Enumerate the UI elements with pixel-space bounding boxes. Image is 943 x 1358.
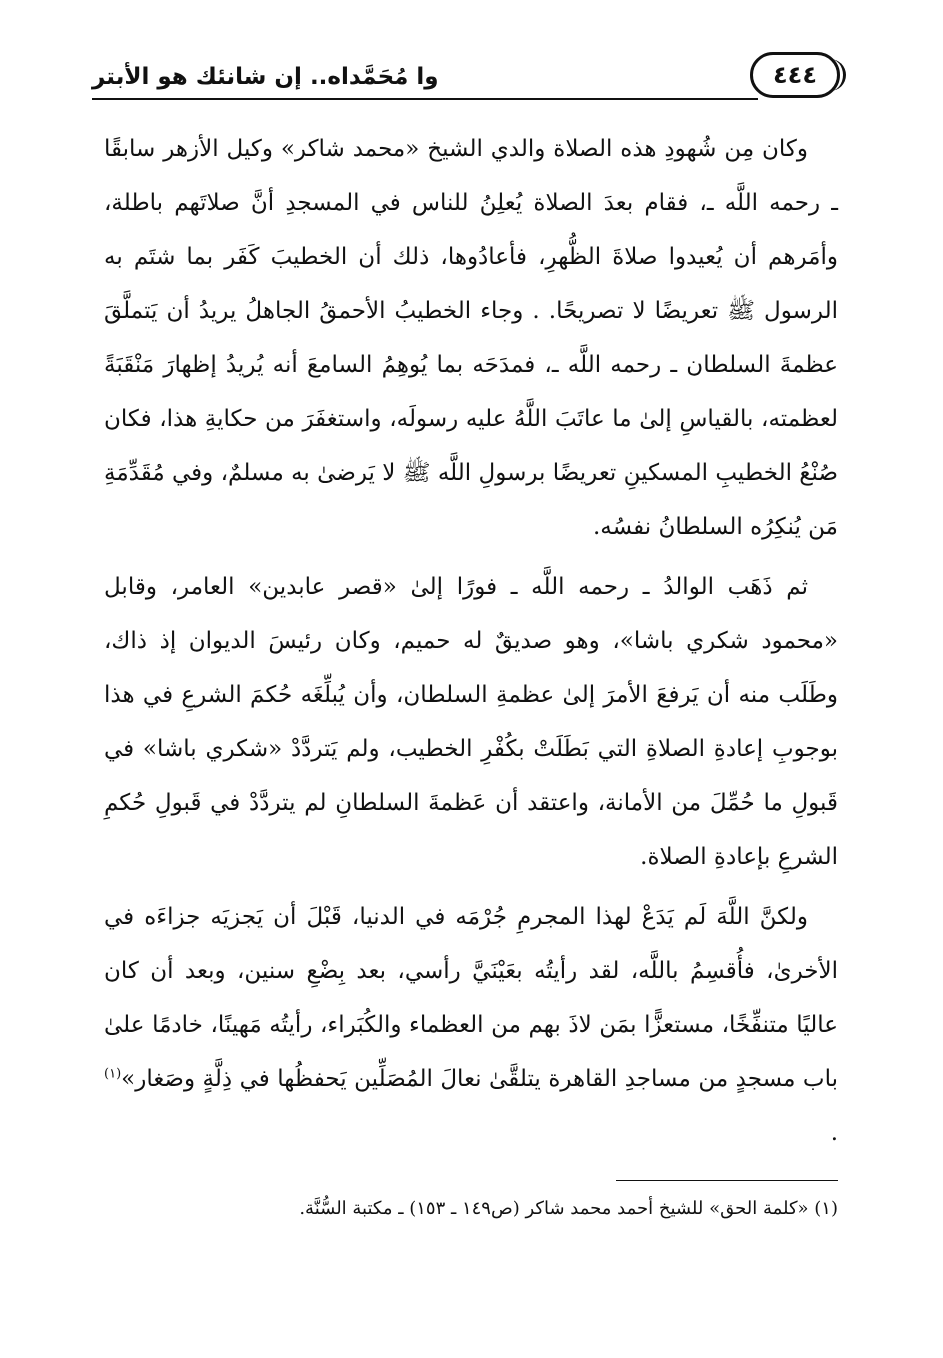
paragraph-2-text: ثم ذَهَب الوالدُ ـ رحمه اللَّه ـ فورًا إلىٰ «قصر عابدين» العامر، وقابل «محمود شكري باشا»، وهو صديقٌ له حميم، وكان رئيسَ الديوان إذ ذاك، وطَلَب منه أن يَرفعَ الأمرَ إلىٰ عظمةِ السلطان، وأن يُبلِّغَه حُكمَ الشرعِ في هذا بوجوبِ إعادةِ الصلاةِ التي بَطَلَتْ بكُفْرِ الخطيب، ولم يَتردَّدْ «شكري باشا» في قَبولِ ما حُمِّلَ من الأمانة، واعتقد أن عَظمةَ السلطانِ لم يتردَّدْ في قَبولِ حُكمِ الشرعِ بإعادةِ الصلاة.: [104, 574, 838, 870]
footnote: (١) «كلمة الحق» للشيخ أحمد محمد شاكر (ص١٤٩ ـ ١٥٣) ـ مكتبة السُّنَّة.: [299, 1198, 838, 1219]
running-header-title: وا مُحَمَّداه.. إن شانئك هو الأبتر: [92, 64, 439, 90]
page-number: ٤٤٤: [750, 52, 840, 98]
paragraph-2: [104, 560, 838, 884]
footnote-reference: (١): [104, 1066, 122, 1082]
running-header: [92, 50, 840, 106]
paragraph-3-text: ولكنَّ اللَّهَ لَم يَدَعْ لهذا المجرمِ جُرْمَه في الدنيا، قَبْلَ أن يَجزيَه جزاءَه في الأخرىٰ، فأُقسِمُ باللَّه، لقد رأيتُه بعَيْنَيَّ رأسي، بعد بِضْعِ سنين، وبعد أن كان عاليًا متنفِّخًا، مستعزًّا بمَن لاذَ بهم من العظماء والكُبَراء، رأيتُه مَهينًا، خادمًا علىٰ باب مسجدٍ من مساجدِ القاهرة يتلقَّىٰ نعالَ المُصَلِّين يَحفظُها في ذِلَّةٍ وصَغار»: [104, 904, 838, 1092]
paragraph-1-text: وكان مِن شُهودِ هذه الصلاة والدي الشيخ «محمد شاكر» وكيل الأزهر سابقًا ـ رحمه اللَّه ـ، فقام بعدَ الصلاة يُعلِنُ للناس في المسجدِ أنَّ صلاتَهم باطلة، وأمَرهم أن يُعيدوا صلاةَ الظُّهرِ، فأعادُوها، ذلك أن الخطيبَ كَفَر بما شتَم به الرسول ﷺ تعريضًا لا تصريحًا. . وجاء الخطيبُ الأحمقُ الجاهلُ يريدُ أن يَتملَّقَ عظمةَ السلطان ـ رحمه اللَّه ـ، فمدَحَه بما يُوهِمُ السامعَ أنه يُريدُ إظهارَ مَنْقَبَةً لعظمته، بالقياسِ إلىٰ ما عاتَبَ اللَّهُ عليه رسولَه، واستغفَرَ من حكايةِ هذا، فكان صُنْعُ الخطيبِ المسكينِ تعريضًا برسولِ اللَّه ﷺ لا يَرضىٰ به مسلمٌ، وفي مُقَدِّمَةِ مَن يُنكِرُه السلطانُ نفسُه.: [104, 136, 838, 540]
footnote-divider: [616, 1180, 838, 1181]
paragraph-3: ولكنَّ اللَّهَ لَم يَدَعْ لهذا المجرمِ جُرْمَه في الدنيا، قَبْلَ أن يَجزيَه جزاءَه في الأخرىٰ، فأُقسِمُ باللَّه، لقد رأيتُه بعَيْنَيَّ رأسي، بعد بِضْعِ سنين، وبعد أن كان عاليًا متنفِّخًا، مستعزًّا بمَن لاذَ بهم من العظماء والكُبَراء، رأيتُه مَهينًا، خادمًا علىٰ باب مسجدٍ من مساجدِ القاهرة يتلقَّىٰ نعالَ المُصَلِّين يَحفظُها في ذِلَّةٍ وصَغار»$^{(١)}$ .: [104, 904, 838, 1146]
header-divider: [92, 98, 758, 100]
paragraph-1: [104, 122, 838, 554]
body-text: [104, 122, 838, 1160]
